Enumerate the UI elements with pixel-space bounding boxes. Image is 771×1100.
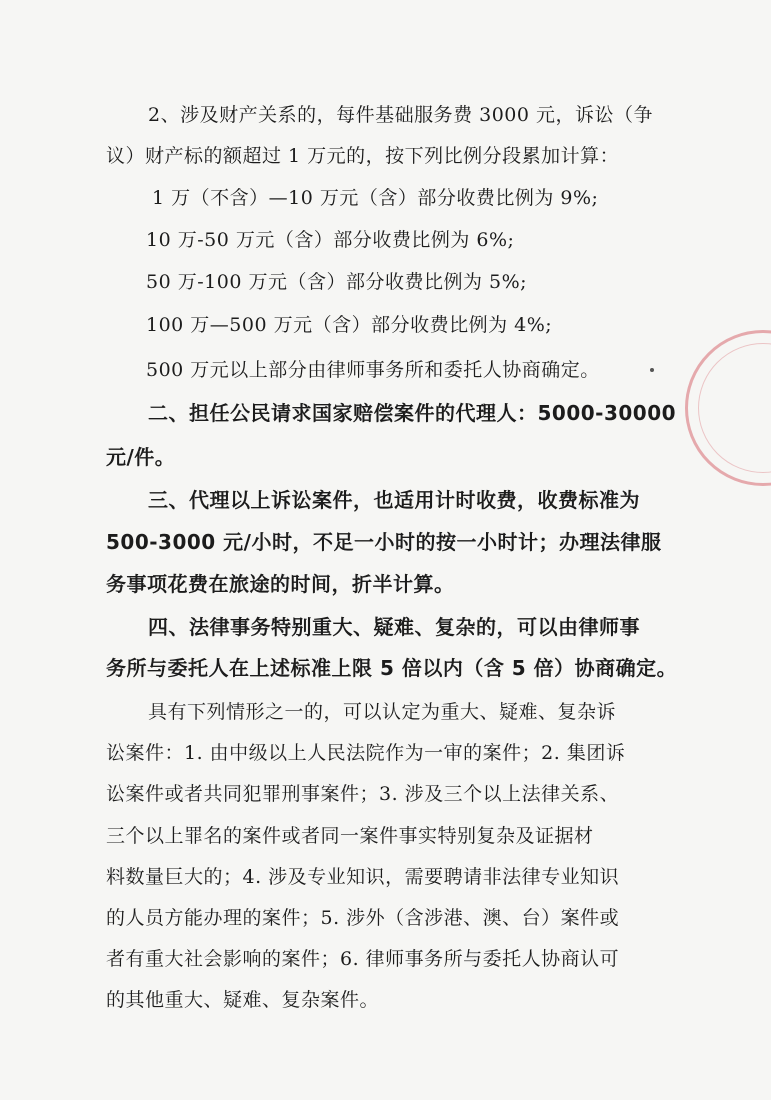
official-seal	[685, 330, 771, 486]
text-line: 元/件。	[106, 445, 176, 469]
text-line: 讼案件或者共同犯罪刑事案件；3. 涉及三个以上法律关系、	[106, 783, 620, 805]
text-line: 的人员方能办理的案件；5. 涉外（含涉港、澳、台）案件或	[106, 907, 620, 929]
text-line: 者有重大社会影响的案件；6. 律师事务所与委托人协商认可	[106, 948, 620, 970]
text-line: 500 万元以上部分由律师事务所和委托人协商确定。	[146, 359, 600, 381]
scan-speck	[650, 368, 654, 372]
text-line: 三个以上罪名的案件或者同一案件事实特别复杂及证据材	[106, 825, 594, 847]
text-line: 具有下列情形之一的，可以认定为重大、疑难、复杂诉	[148, 701, 617, 723]
text-line: 2、涉及财产关系的，每件基础服务费 3000 元，诉讼（争	[148, 104, 654, 126]
text-line: 1 万（不含）—10 万元（含）部分收费比例为 9%;	[152, 187, 599, 209]
text-line: 100 万—500 万元（含）部分收费比例为 4%;	[146, 314, 553, 336]
seal-inner-ring	[698, 343, 771, 473]
text-line: 料数量巨大的；4. 涉及专业知识，需要聘请非法律专业知识	[106, 866, 620, 888]
text-line: 的其他重大、疑难、复杂案件。	[106, 989, 380, 1011]
text-line: 讼案件：1. 由中级以上人民法院作为一审的案件；2. 集团诉	[106, 742, 626, 764]
text-line: 500-3000 元/小时，不足一小时的按一小时计；办理法律服	[106, 530, 662, 554]
text-line: 二、担任公民请求国家赔偿案件的代理人：5000-30000	[148, 401, 677, 425]
text-line: 务事项花费在旅途的时间，折半计算。	[106, 572, 455, 596]
text-line: 10 万-50 万元（含）部分收费比例为 6%;	[146, 229, 515, 251]
text-line: 三、代理以上诉讼案件，也适用计时收费，收费标准为	[148, 488, 640, 512]
text-line: 50 万-100 万元（含）部分收费比例为 5%;	[146, 271, 528, 293]
text-line: 四、法律事务特别重大、疑难、复杂的，可以由律师事	[148, 615, 640, 639]
text-line: 务所与委托人在上述标准上限 5 倍以内（含 5 倍）协商确定。	[106, 656, 678, 680]
text-line: 议）财产标的额超过 1 万元的，按下列比例分段累加计算：	[106, 145, 620, 167]
